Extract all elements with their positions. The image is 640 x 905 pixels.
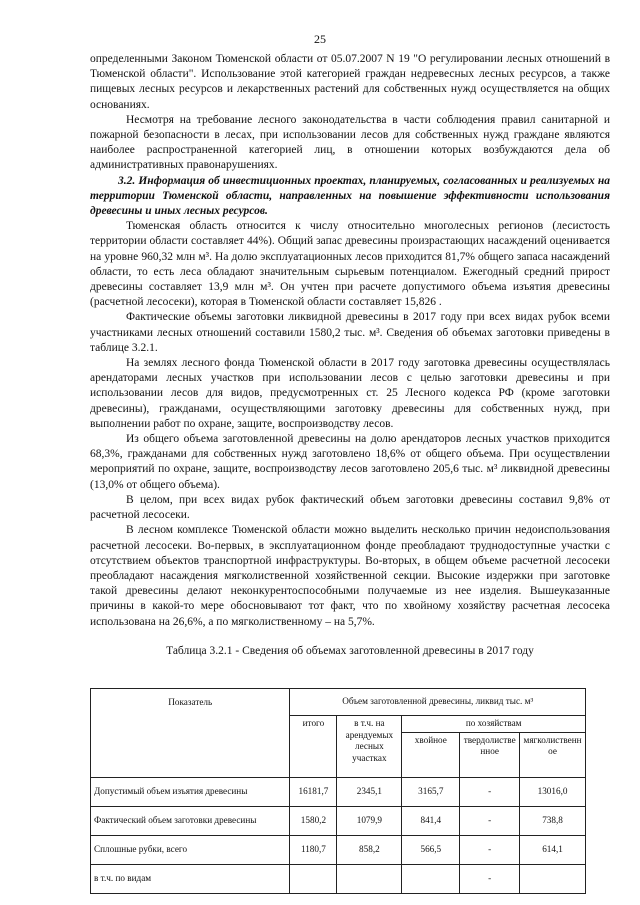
paragraph-violations: Несмотря на требование лесного законодательства в части соблюдения правил санитарной и пожарной безопасности в лесах, при использовании лесов для собственных нужд граждане являются наиболее распространенной категорией лиц, в отношении которых возбуждаются дела об административных правонарушениях.: [90, 113, 610, 172]
cell-coniferous: 841,4: [402, 806, 460, 835]
table-row: [91, 806, 586, 835]
cell-coniferous: 3165,7: [402, 777, 460, 806]
harvest-volume-table: [90, 688, 586, 894]
table-caption: Таблица 3.2.1 - Сведения об объемах заготовленной древесины в 2017 году: [166, 644, 534, 657]
cell-softwood: 738,8: [520, 806, 586, 835]
cell-hardwood: -: [460, 864, 520, 893]
header-coniferous: хвойное: [402, 732, 460, 777]
cell-total: 1180,7: [290, 835, 337, 864]
cell-lease: 858,2: [337, 835, 402, 864]
page-number: 25: [314, 32, 326, 46]
header-hardwood: твердолиственное: [460, 732, 520, 777]
table-row: [91, 777, 586, 806]
section-heading: 3.2. Информация об инвестиционных проектах, планируемых, согласованных и реализуемых на территории Тюменской области, направленных на повышение эффективности использования древесины и иных лесных ресурсов.: [90, 174, 610, 218]
table-row: [91, 864, 586, 893]
cell-hardwood: -: [460, 806, 520, 835]
row-label: в т.ч. по видам: [91, 864, 290, 893]
cell-coniferous: [402, 864, 460, 893]
cell-softwood: 13016,0: [520, 777, 586, 806]
document-body: [90, 52, 610, 659]
cell-lease: [337, 864, 402, 893]
paragraph-harvest-participants: На землях лесного фонда Тюменской области в 2017 году заготовка древесины осуществлялась арендаторами лесных участков при использовании лесов с целью заготовки древесины и при использовании лесов для видов, предусмотренных ст. 25 Лесного кодекса РФ (кроме заготовки древесины), гражданами, осуществляющими заготовку древесины для собственных нужд, при выполнении работ по охране, защите, воспроизводству лесов.: [90, 357, 610, 430]
cell-lease: 2345,1: [337, 777, 402, 806]
paragraph-legal-basis: определенными Законом Тюменской области от 05.07.2007 N 19 "О регулировании лесных отношений в Тюменской области". Использование этой категорией граждан недревесных лесных ресурсов, а также пищевых лесных ресурсов и лекарственных растений для собственных нужд осуществляется на общих основаниях.: [90, 53, 610, 111]
header-lease: в т.ч. на арендуемых лесных участках: [337, 716, 402, 778]
table-row: [91, 835, 586, 864]
cell-softwood: 614,1: [520, 835, 586, 864]
header-indicator: Показатель: [91, 689, 290, 778]
row-label: Фактический объем заготовки древесины: [91, 806, 290, 835]
cell-hardwood: -: [460, 835, 520, 864]
paragraph-shares: Из общего объема заготовленной древесины на долю арендаторов лесных участков приходится 68,3%, гражданами для собственных нужд заготовлено 18,6% от общего объема. При осуществлении мероприятий по охране, защите, воспроизводству лесов заготовлено 205,6 тыс. м³ ликвидной древесины (13,0% от общего объема).: [90, 433, 610, 491]
row-label: Допустимый объем изъятия древесины: [91, 777, 290, 806]
header-by-farm: по хозяйствам: [402, 716, 586, 733]
cell-total: [290, 864, 337, 893]
cell-hardwood: -: [460, 777, 520, 806]
paragraph-actual-volume: Фактические объемы заготовки ликвидной древесины в 2017 году при всех видах рубок всеми участниками лесных отношений составили 1580,2 тыс. м³. Сведения об объемах заготовки приведены в таблице 3.2.1.: [90, 311, 610, 354]
cell-total: 16181,7: [290, 777, 337, 806]
cell-lease: 1079,9: [337, 806, 402, 835]
header-volume-group: Объем заготовленной древесины, ликвид тыс. м³: [290, 689, 586, 716]
cell-coniferous: 566,5: [402, 835, 460, 864]
cell-softwood: [520, 864, 586, 893]
paragraph-reasons: В лесном комплексе Тюменской области можно выделить несколько причин недоиспользования расчетной лесосеки. Во-первых, в эксплуатационном фонде преобладают труднодоступные участки с отсутствием объектов транспортной инфраструктуры. Во-вторых, в общем объеме расчетной лесосеки преобладают насаждения мягколиственной хозяйственной секции. Высокие издержки при заготовке такой древесины делают неконкурентоспособными получаемые из нее изделия. Вышеуказанные причины в какой-то мере обосновывают тот факт, что по хвойному хозяйству расчетная лесосека использована на 26,6%, а по мягколиственному – на 5,7%.: [90, 524, 610, 628]
header-total: итого: [290, 716, 337, 778]
paragraph-forest-stock: Тюменская область относится к числу относительно многолесных регионов (лесистость территории области составляет 44%). Общий запас древесины произрастающих насаждений оценивается на уровне 960,32 млн м³. На долю эксплуатационных лесов приходится 81,7% общего запаса насаждений области, то есть леса обладают значительным сырьевым потенциалом. Ежегодный средний прирост древесины составляет 13,9 млн м³. Он учтен при расчете допустимого объема изъятия древесины (расчетной лесосеки), которая в Тюменской области составляет 15,826 .: [90, 220, 610, 309]
cell-total: 1580,2: [290, 806, 337, 835]
paragraph-total-ratio: В целом, при всех видах рубок фактический объем заготовки древесины составил 9,8% от расчетной лесосеки.: [90, 493, 610, 522]
row-label: Сплошные рубки, всего: [91, 835, 290, 864]
header-softwood: мягколиственное: [520, 732, 586, 777]
